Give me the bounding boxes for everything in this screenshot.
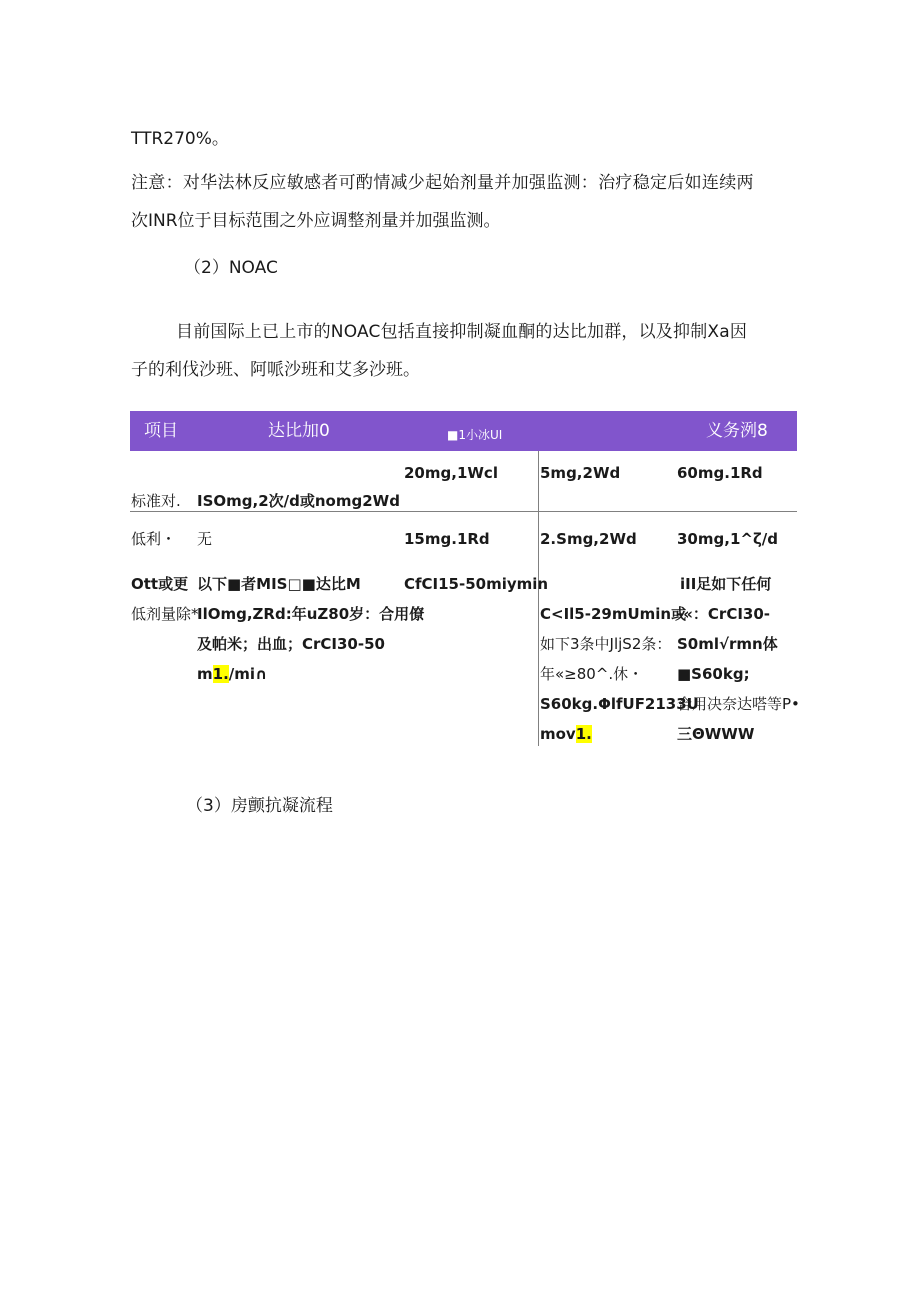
column-divider [538, 512, 539, 746]
cell-low-apixaban: 2.Smg,2Wd [540, 530, 637, 548]
cell-reduced-edoxaban-l3: ■S60kg; [677, 665, 750, 683]
cell-reduced-dabigatran-l1: 以下■者MIS□■达比M [197, 575, 361, 593]
row-label-reduced-line2: 低剂量除* [131, 605, 199, 623]
text-fragment: mov [540, 725, 576, 743]
cell-standard-rivaroxaban: 20mg,1Wcl [404, 464, 498, 482]
cell-low-rivaroxaban: 15mg.1Rd [404, 530, 490, 548]
highlighted-text: 1. [575, 725, 592, 743]
cell-low-edoxaban: 30mg,1^ζ/d [677, 530, 779, 548]
cell-reduced-rivaroxaban: CfCI15-50miymin [404, 575, 549, 593]
section-heading-flow: （3）房颤抗凝流程 [186, 796, 333, 816]
cell-reduced-dabigatran-l3: 及帕米；出血；CrCI30-50 [197, 635, 385, 653]
row-divider [130, 511, 797, 512]
paragraph-line-2: 子的利伐沙班、阿哌沙班和艾多沙班。 [131, 360, 420, 380]
text-fragment: m [197, 665, 213, 683]
table-header-edoxaban: 义务洌8 [706, 421, 768, 441]
text-line-note-cont: 次INR位于目标范围之外应调整剂量并加强监测。 [131, 211, 501, 231]
cell-reduced-edoxaban-l4: 合用决奈达嗒等P• [677, 695, 800, 713]
table-header-rivaroxaban: ■1小冰UI [447, 428, 503, 442]
cell-standard-edoxaban: 60mg.1Rd [677, 464, 763, 482]
table-header-dabigatran: 达比加0 [268, 421, 330, 441]
row-label-low: 低利・ [131, 530, 177, 548]
paragraph-line-1: 目前国际上已上市的NOAC包括直接抑制凝血酮的达比加群，以及抑制Xa因 [176, 322, 748, 342]
table-header-item: 项目 [144, 421, 178, 441]
section-heading-noac: （2）NOAC [184, 258, 278, 278]
cell-reduced-apixaban-l4: S60kg.ΦlfUF2133U [540, 695, 699, 713]
row-label-standard: 标准对. [131, 492, 181, 510]
row-label-reduced-line1: Ott或更 [131, 575, 189, 593]
cell-reduced-dabigatran-l4 [197, 664, 267, 684]
cell-reduced-edoxaban-l2: S0ml√rmn体 [677, 635, 778, 653]
cell-reduced-edoxaban-l5: 三ΘWWW [677, 725, 755, 743]
text-line-ttr: TTR270%。 [131, 129, 229, 149]
highlighted-text: 1. [212, 665, 229, 683]
cell-reduced-apixaban-l1: C<Il5-29mUmin或 [540, 605, 687, 623]
cell-reduced-edoxaban-l1: -«：CrCI30- [677, 605, 771, 623]
cell-reduced-apixaban-l2: 如下3条中JljS2条： [540, 635, 672, 653]
cell-reduced-dabigatran-l2: IlOmg,ZRd:年uZ80岁：合用僚 [197, 605, 425, 623]
cell-standard-apixaban: 5mg,2Wd [540, 464, 621, 482]
text-line-note: 注意：对华法林反应敏感者可酌情减少起始剂量并加强监测：治疗稳定后如连续两 [131, 173, 754, 193]
cell-low-dabigatran: 无 [197, 530, 213, 548]
cell-reduced-apixaban-l3: 年«≥80^.休・ [540, 665, 644, 683]
cell-reduced-apixaban-l5 [540, 724, 592, 744]
column-divider [538, 451, 539, 511]
cell-standard-dabigatran: ISOmg,2次/d或nomg2Wd [197, 492, 400, 510]
cell-reduced-edoxaban-l0: iII足如下任何 [680, 575, 772, 593]
text-fragment: /mi∩ [228, 665, 268, 683]
